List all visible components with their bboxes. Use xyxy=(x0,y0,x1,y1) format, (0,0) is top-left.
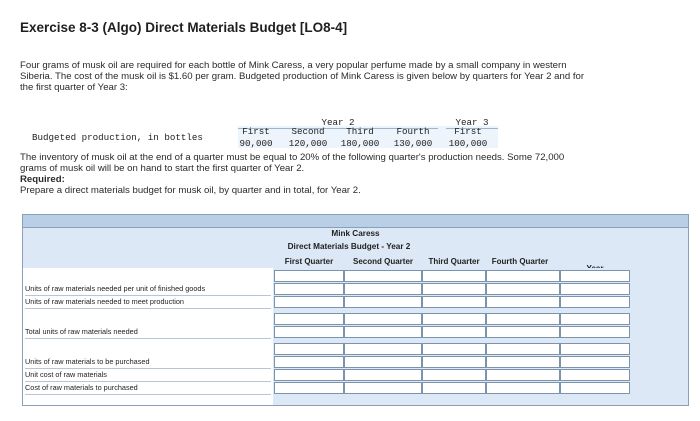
row-label-units-purchased: Units of raw materials to be purchased xyxy=(25,356,271,369)
direct-materials-budget xyxy=(22,214,689,406)
input-cell[interactable] xyxy=(422,369,486,381)
quarter-value: 180,000 xyxy=(340,138,380,149)
quarter-name: First xyxy=(454,126,482,137)
input-cell[interactable] xyxy=(486,369,560,381)
input-cell[interactable] xyxy=(486,343,560,355)
input-row xyxy=(273,326,687,339)
row-label-cost-purchased: Cost of raw materials to purchased xyxy=(25,382,271,395)
input-row xyxy=(273,283,687,296)
quarter-name: First xyxy=(242,126,270,137)
input-cell[interactable] xyxy=(422,382,486,394)
year2-header: Year 2 xyxy=(238,117,438,129)
required-text: Prepare a direct materials budget for musk oil, by quarter and in total, for Year 2. xyxy=(20,185,361,196)
input-cell[interactable] xyxy=(344,356,422,368)
input-cell[interactable] xyxy=(560,296,630,308)
input-cell[interactable] xyxy=(274,270,344,282)
input-cell[interactable] xyxy=(486,296,560,308)
input-cell[interactable] xyxy=(422,326,486,338)
quarter-name: Third xyxy=(346,126,374,137)
input-cell[interactable] xyxy=(344,296,422,308)
input-row xyxy=(273,356,687,369)
exercise-title: Exercise 8-3 (Algo) Direct Materials Budget [LO8-4] xyxy=(20,20,348,35)
input-row xyxy=(273,369,687,382)
input-cell[interactable] xyxy=(560,283,630,295)
input-row xyxy=(273,382,687,395)
input-cell[interactable] xyxy=(422,296,486,308)
input-cell[interactable] xyxy=(486,326,560,338)
input-cell[interactable] xyxy=(344,270,422,282)
input-cell[interactable] xyxy=(486,356,560,368)
required-label: Required: xyxy=(20,174,65,185)
input-cell[interactable] xyxy=(560,326,630,338)
quarter-name: Fourth xyxy=(396,126,430,137)
input-cell[interactable] xyxy=(560,382,630,394)
quarter-value: 90,000 xyxy=(239,138,273,149)
year3-header: Year 3 xyxy=(446,117,498,129)
col-first-quarter: First Quarter xyxy=(284,257,334,266)
input-row xyxy=(273,313,687,326)
input-cell[interactable] xyxy=(422,343,486,355)
quarter-value: 120,000 xyxy=(288,138,328,149)
budget-top-bar xyxy=(23,215,688,228)
input-cell[interactable] xyxy=(274,326,344,338)
row-label-units-needed: Units of raw materials needed to meet production xyxy=(25,296,271,309)
input-cell[interactable] xyxy=(422,356,486,368)
para-line: grams of musk oil will be on hand to start the first quarter of Year 2. xyxy=(20,163,305,174)
budget-company: Mink Caress xyxy=(331,229,380,238)
row-label-unit-cost: Unit cost of raw materials xyxy=(25,369,271,382)
input-cell[interactable] xyxy=(560,270,630,282)
col-fourth-quarter: Fourth Quarter xyxy=(491,257,549,266)
input-cell[interactable] xyxy=(486,270,560,282)
col-third-quarter: Third Quarter xyxy=(428,257,480,266)
input-cell[interactable] xyxy=(560,343,630,355)
input-cell[interactable] xyxy=(274,313,344,325)
para-line: The inventory of musk oil at the end of a quarter must be equal to 20% of the following quarter's production needs. Some 72,000 xyxy=(20,152,565,163)
input-row xyxy=(273,343,687,356)
input-cell[interactable] xyxy=(422,313,486,325)
input-cell[interactable] xyxy=(560,313,630,325)
input-cell[interactable] xyxy=(560,356,630,368)
input-cell[interactable] xyxy=(486,313,560,325)
input-cell[interactable] xyxy=(274,382,344,394)
production-table xyxy=(28,118,498,152)
input-cell[interactable] xyxy=(344,369,422,381)
budget-subtitle: Direct Materials Budget - Year 2 xyxy=(287,242,411,251)
input-row xyxy=(273,296,687,309)
input-cell[interactable] xyxy=(344,382,422,394)
quarter-value: 130,000 xyxy=(393,138,433,149)
intro-paragraph xyxy=(20,60,670,93)
input-cell[interactable] xyxy=(422,283,486,295)
input-cell[interactable] xyxy=(344,343,422,355)
input-cell[interactable] xyxy=(344,313,422,325)
input-cell[interactable] xyxy=(344,283,422,295)
input-cell[interactable] xyxy=(274,296,344,308)
quarter-name: Second xyxy=(291,126,325,137)
input-cell[interactable] xyxy=(560,369,630,381)
intro-line: Four grams of musk oil are required for each bottle of Mink Caress, a very popular perfume made by a small company in western xyxy=(20,60,567,71)
input-row xyxy=(273,270,687,283)
col-second-quarter: Second Quarter xyxy=(352,257,413,266)
input-cell[interactable] xyxy=(422,270,486,282)
row-label-units-per-unit: Units of raw materials needed per unit of finished goods xyxy=(25,283,271,296)
intro-line: the first quarter of Year 3: xyxy=(20,82,128,93)
row-label-total-needed: Total units of raw materials needed xyxy=(25,326,271,339)
inventory-paragraph xyxy=(20,152,680,196)
input-cell[interactable] xyxy=(274,283,344,295)
input-cell[interactable] xyxy=(486,382,560,394)
input-cell[interactable] xyxy=(344,326,422,338)
input-cell[interactable] xyxy=(274,369,344,381)
input-cell[interactable] xyxy=(486,283,560,295)
intro-line: Siberia. The cost of the musk oil is $1.60 per gram. Budgeted production of Mink Caress is given below by quarters for Year 2 and for xyxy=(20,71,585,82)
input-cell[interactable] xyxy=(274,343,344,355)
input-cell[interactable] xyxy=(274,356,344,368)
quarter-value: 100,000 xyxy=(448,138,488,149)
production-label: Budgeted production, in bottles xyxy=(32,132,203,143)
